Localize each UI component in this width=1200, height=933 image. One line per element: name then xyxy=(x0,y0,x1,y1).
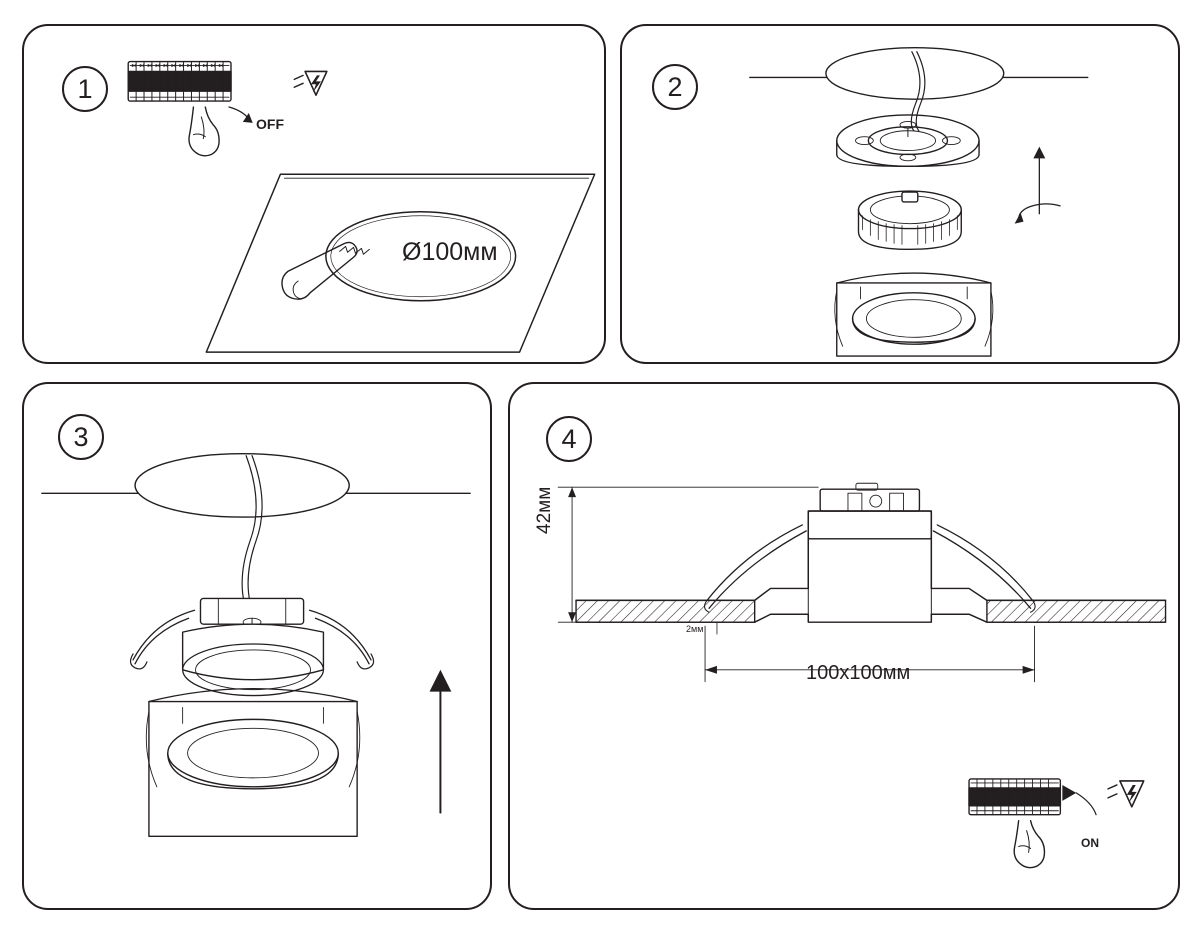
ceiling-slab-section xyxy=(576,600,1165,622)
fixture-body-icon xyxy=(835,273,993,356)
hand-icon xyxy=(189,107,219,156)
high-voltage-icon xyxy=(294,71,327,95)
ceiling-icon xyxy=(750,48,1088,99)
terminal-block-icon xyxy=(128,62,231,102)
height-dimension xyxy=(558,487,818,622)
power-off-label: OFF xyxy=(256,116,284,132)
thickness-dimension-label: 2мм xyxy=(686,624,704,634)
step-panel-4 xyxy=(508,382,1180,910)
height-dimension-label: 42мм xyxy=(534,486,555,534)
hand-icon xyxy=(1014,821,1044,868)
ceiling-panel-icon xyxy=(206,174,594,352)
step-number-badge-2: 2 xyxy=(652,64,698,110)
on-arrow-icon xyxy=(1062,785,1096,815)
off-arrow-icon xyxy=(229,107,253,123)
step-2-illustration xyxy=(622,26,1178,362)
step-panel-2 xyxy=(620,24,1180,364)
wire-icon xyxy=(911,52,925,131)
rotate-arrow-icon xyxy=(1015,147,1060,224)
section-view-icon xyxy=(576,483,1165,622)
wire-icon xyxy=(242,456,262,603)
hole-diameter-label: Ø100мм xyxy=(402,238,498,266)
lamp-module-icon xyxy=(858,191,961,249)
step-number-badge-3: 3 xyxy=(58,414,104,460)
ceiling-icon xyxy=(42,454,470,517)
step-number-badge-1: 1 xyxy=(62,66,108,112)
step-number-badge-4: 4 xyxy=(546,416,592,462)
hole-saw-icon xyxy=(282,242,369,299)
step-4-illustration xyxy=(510,384,1178,908)
terminal-block-icon xyxy=(969,779,1060,815)
step-panel-3 xyxy=(22,382,492,910)
step-3-illustration xyxy=(24,384,490,908)
high-voltage-icon xyxy=(1108,781,1144,807)
mounting-ring-icon xyxy=(837,115,979,166)
power-on-label: ON xyxy=(1081,836,1099,850)
step-1-illustration xyxy=(24,26,604,362)
fixture-with-springs-icon xyxy=(131,598,374,836)
step-panel-1 xyxy=(22,24,606,364)
up-arrow-icon xyxy=(430,670,452,813)
size-dimension-label: 100x100мм xyxy=(806,662,911,684)
